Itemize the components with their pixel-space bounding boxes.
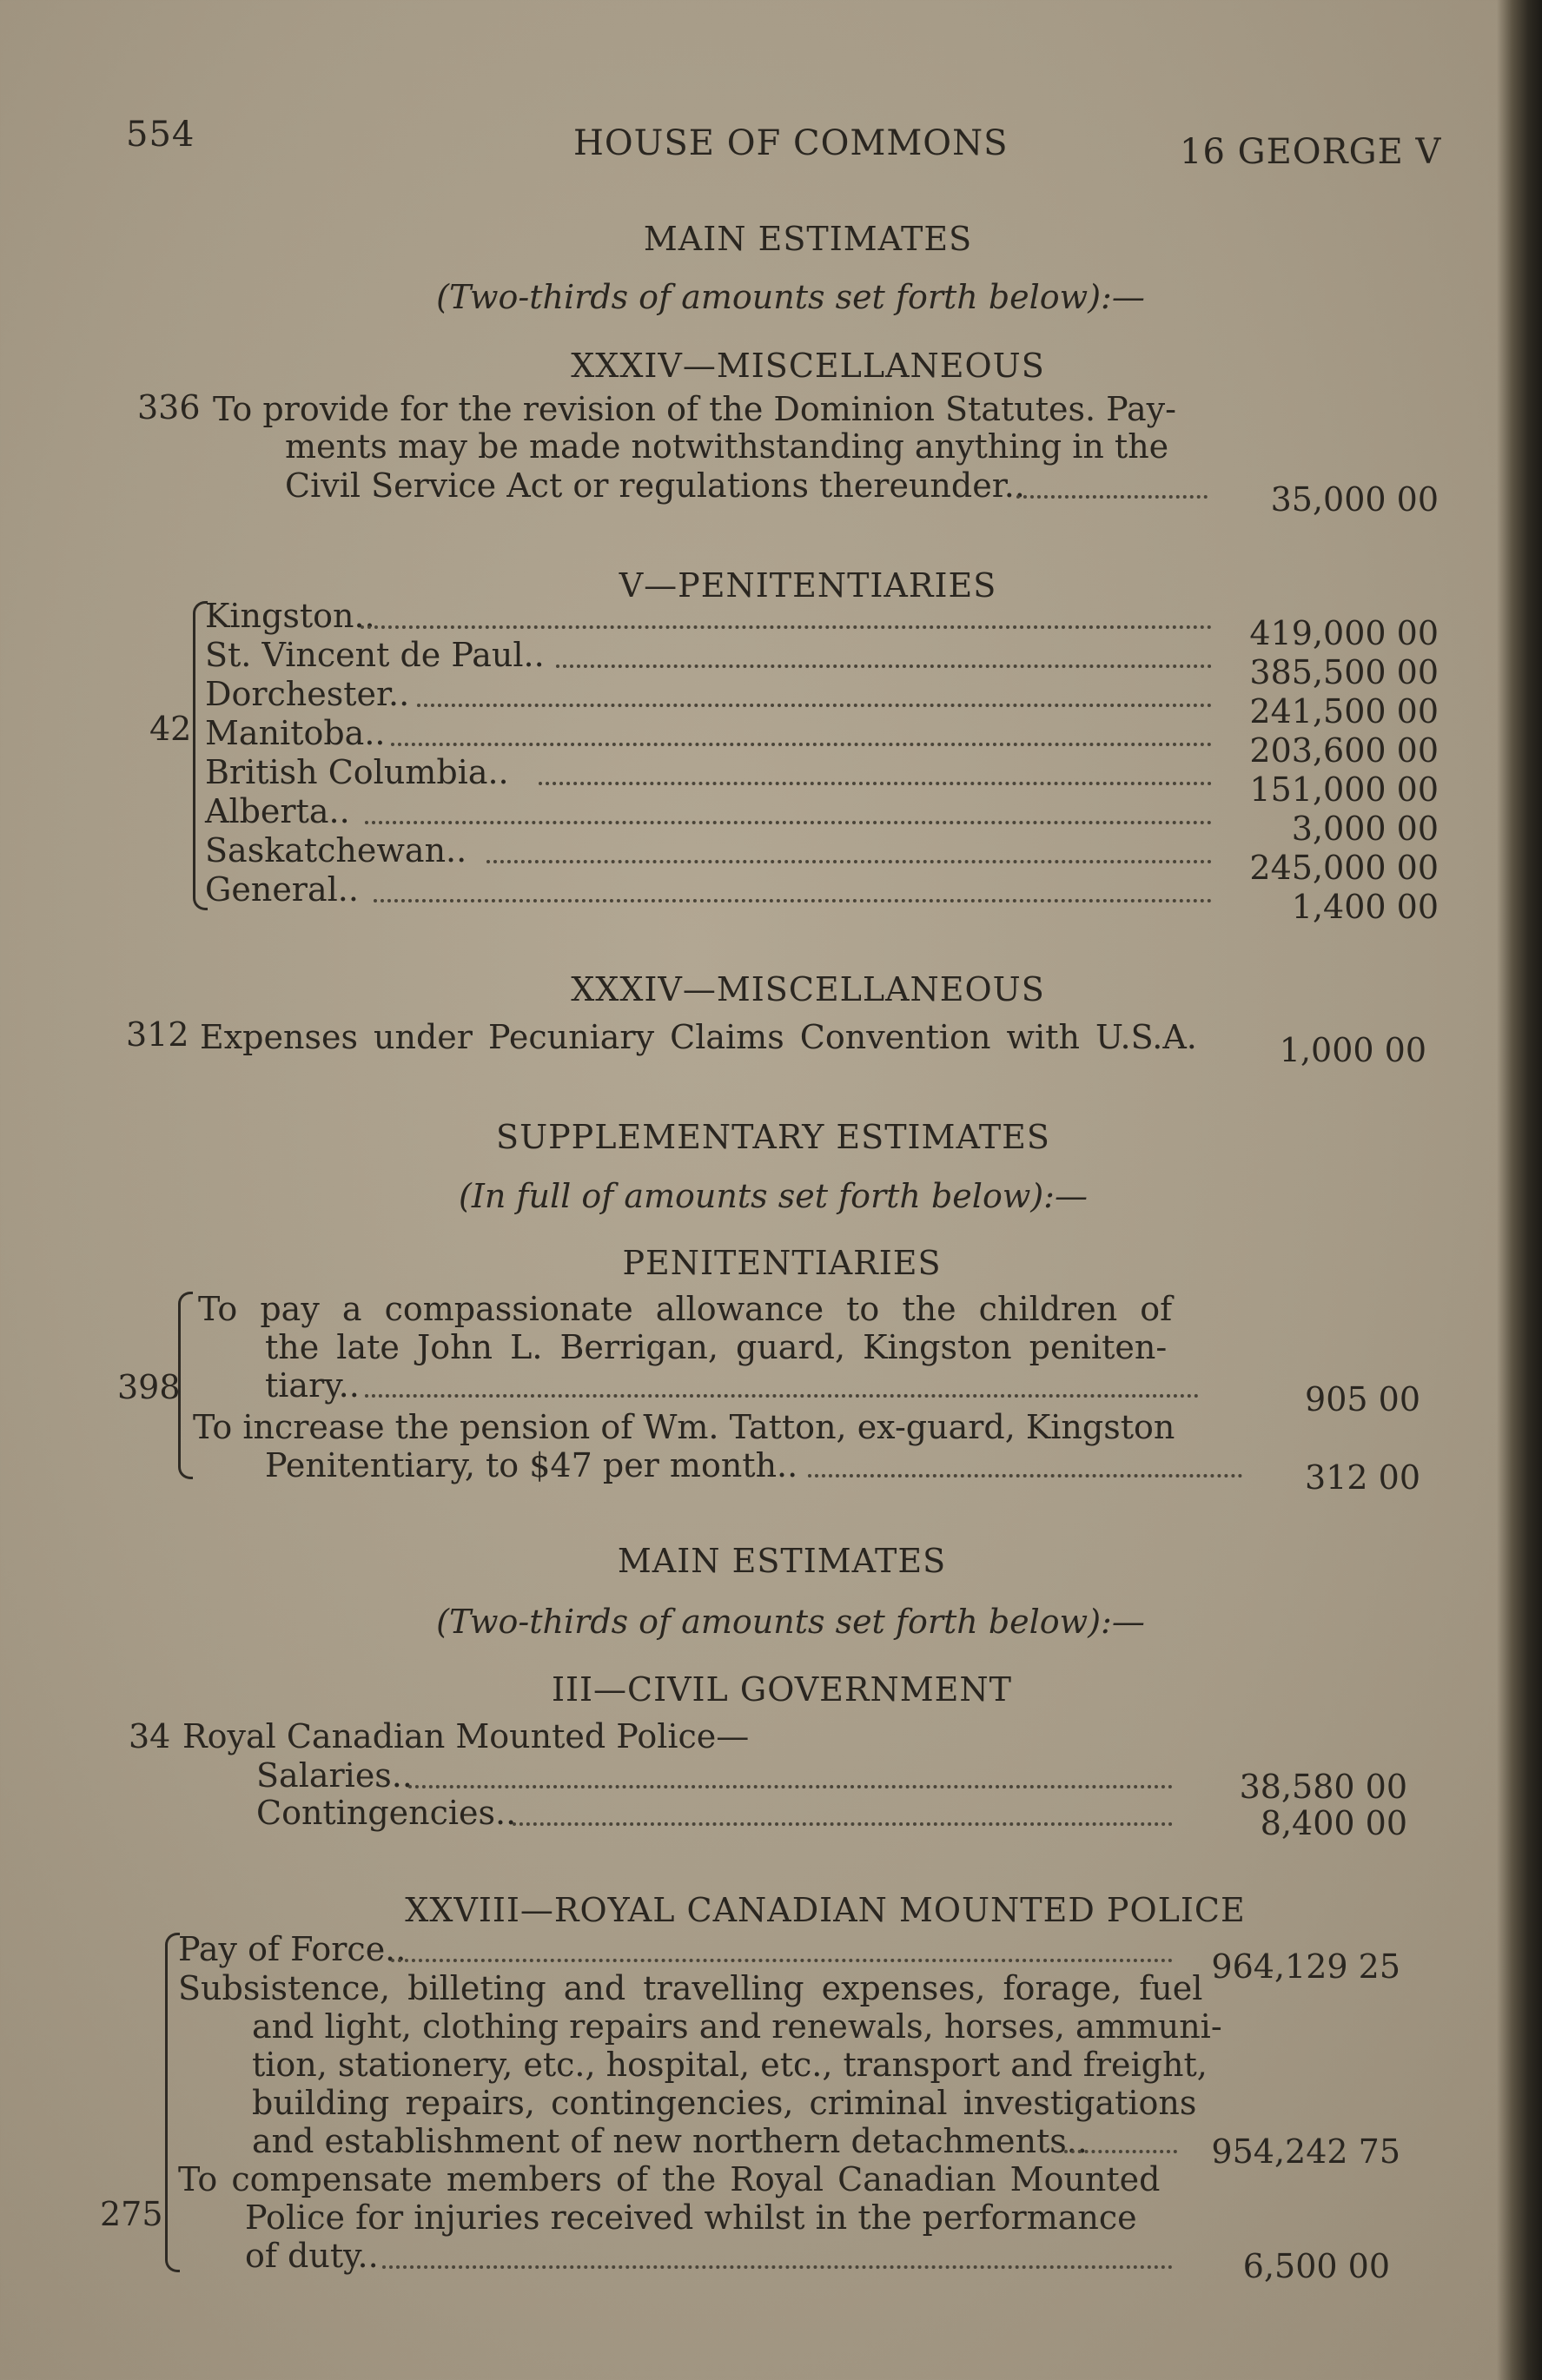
header-session: 16 GEORGE V <box>1180 132 1442 172</box>
item-text: Royal Canadian Mounted Police— <box>182 1717 750 1755</box>
item-text-line: tion, stationery, etc., hospital, etc., transport and freight, <box>252 2046 1208 2084</box>
dot-leader <box>513 1822 1173 1826</box>
item-text-line: building repairs, contingencies, criminal investigations <box>252 2084 1197 2122</box>
supplementary-estimates-heading: SUPPLEMENTARY ESTIMATES <box>496 1118 1050 1156</box>
row-amount: 203,600 00 <box>1249 731 1439 770</box>
dot-leader <box>374 899 1212 902</box>
row-label: Alberta.. <box>205 792 350 830</box>
item-text-line: tiary.. <box>265 1366 360 1405</box>
row-amount: 954,242 75 <box>1211 2132 1400 2171</box>
row-label: Contingencies.. <box>256 1794 517 1832</box>
dot-leader <box>365 821 1212 824</box>
section-heading-penitentiaries: V—PENITENTIARIES <box>619 566 997 605</box>
section-heading-civil-government: III—CIVIL GOVERNMENT <box>551 1670 1012 1709</box>
main-estimates-heading: MAIN ESTIMATES <box>643 220 973 258</box>
item-text-line: To pay a compassionate allowance to the children of <box>198 1290 1173 1328</box>
item-text-line: To provide for the revision of the Dominion Statutes. Pay- <box>213 390 1176 428</box>
row-label: St. Vincent de Paul.. <box>205 636 545 674</box>
vote-number: 275 <box>100 2195 163 2233</box>
row-label: Dorchester.. <box>205 675 410 713</box>
item-amount: 35,000 00 <box>1270 480 1439 519</box>
row-amount: 1,400 00 <box>1291 888 1439 926</box>
row-amount: 38,580 00 <box>1239 1768 1407 1806</box>
item-text-line: To increase the pension of Wm. Tatton, ex-guard, Kingston <box>193 1408 1175 1446</box>
item-text-line: ments may be made notwithstanding anything in the <box>285 427 1169 466</box>
item-text-line: Subsistence, billeting and travelling expenses, forage, fuel <box>178 1969 1203 2007</box>
item-text-line: the late John L. Berrigan, guard, Kingston peniten- <box>265 1328 1168 1366</box>
row-label: Manitoba.. <box>205 714 386 752</box>
row-amount: 151,000 00 <box>1249 770 1439 809</box>
vote-number: 42 <box>149 710 192 748</box>
item-text-line: To compensate members of the Royal Canadian Mounted <box>178 2160 1161 2198</box>
brace <box>178 1292 193 1479</box>
dot-leader <box>382 2265 1173 2269</box>
header-title: HOUSE OF COMMONS <box>573 123 1009 163</box>
row-amount: 245,000 00 <box>1249 849 1439 887</box>
main-estimates-subheading: (Two-thirds of amounts set forth below):— <box>436 1603 1145 1641</box>
row-amount: 385,500 00 <box>1249 653 1439 691</box>
row-label: Pay of Force.. <box>178 1930 407 1968</box>
dot-leader <box>391 1959 1173 1962</box>
main-estimates-subheading: (Two-thirds of amounts set forth below):— <box>436 278 1145 316</box>
page-number: 554 <box>126 115 195 155</box>
supplementary-estimates-subheading: (In full of amounts set forth below):— <box>459 1177 1088 1215</box>
dot-leader <box>417 704 1212 707</box>
item-text-line: Civil Service Act or regulations thereunder.. <box>285 466 1025 505</box>
item-text: Expenses under Pecuniary Claims Convention with U.S.A. <box>200 1018 1197 1056</box>
row-label: Saskatchewan.. <box>205 831 467 869</box>
dot-leader <box>408 1785 1173 1788</box>
dot-leader <box>539 782 1212 785</box>
dot-leader <box>391 743 1212 746</box>
item-text-line: Police for injuries received whilst in the performance <box>245 2198 1137 2237</box>
section-heading-penitentiaries: PENITENTIARIES <box>622 1244 942 1282</box>
item-text-line: Penitentiary, to $47 per month.. <box>265 1446 798 1484</box>
main-estimates-heading: MAIN ESTIMATES <box>617 1542 947 1580</box>
row-label: British Columbia.. <box>205 753 509 791</box>
item-text-line: of duty.. <box>245 2237 379 2275</box>
section-heading-miscellaneous: XXXIV—MISCELLANEOUS <box>571 347 1045 385</box>
vote-number: 398 <box>117 1368 181 1406</box>
row-label: General.. <box>205 870 359 909</box>
item-number: 34 <box>129 1717 171 1755</box>
row-amount: 419,000 00 <box>1249 614 1439 652</box>
item-amount: 312 00 <box>1305 1458 1420 1497</box>
row-amount: 3,000 00 <box>1291 810 1439 848</box>
dot-leader <box>556 664 1212 668</box>
dot-leader <box>365 1394 1199 1398</box>
row-amount: 6,500 00 <box>1242 2247 1390 2285</box>
item-number: 312 <box>126 1015 189 1054</box>
item-number: 336 <box>137 388 201 426</box>
section-heading-rcmp: XXVIII—ROYAL CANADIAN MOUNTED POLICE <box>405 1891 1246 1929</box>
row-amount: 241,500 00 <box>1249 692 1439 731</box>
row-amount: 964,129 25 <box>1211 1947 1400 1986</box>
row-label: Kingston.. <box>205 597 375 635</box>
item-amount: 905 00 <box>1305 1380 1420 1418</box>
dot-leader <box>486 860 1212 863</box>
item-text-line: and establishment of new northern detachments.. <box>252 2122 1088 2160</box>
row-label: Salaries.. <box>256 1756 413 1795</box>
section-heading-miscellaneous: XXXIV—MISCELLANEOUS <box>571 970 1045 1008</box>
row-amount: 8,400 00 <box>1260 1804 1407 1842</box>
item-amount: 1,000 00 <box>1279 1031 1426 1069</box>
dot-leader <box>361 625 1212 629</box>
item-text-line: and light, clothing repairs and renewals, horses, ammuni- <box>252 2007 1222 2046</box>
